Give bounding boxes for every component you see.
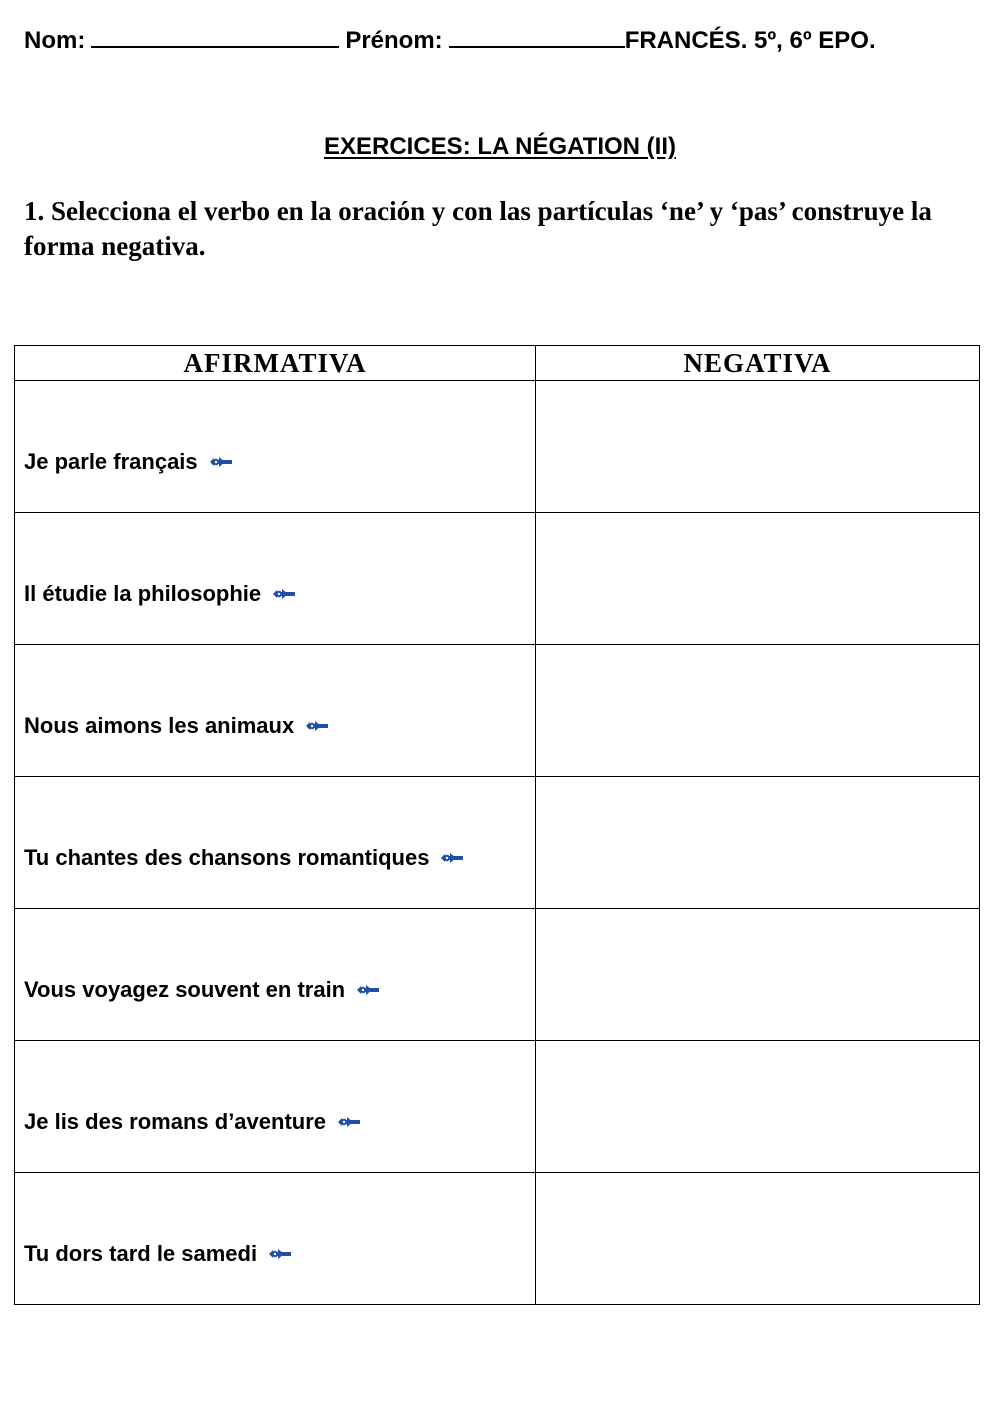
afirmativa-cell (15, 777, 536, 909)
afirmativa-cell (15, 1041, 536, 1173)
sentence-row (24, 845, 465, 871)
prenom-label: Prénom: (345, 27, 443, 54)
table-row (15, 1173, 980, 1305)
audio-play-icon[interactable] (208, 455, 234, 469)
negativa-cell[interactable] (536, 513, 980, 645)
afirmativa-cell (15, 513, 536, 645)
afirmativa-text: Tu chantes des chansons romantiques (24, 845, 430, 870)
afirmativa-cell (15, 645, 536, 777)
table-row (15, 381, 980, 513)
negativa-cell[interactable] (536, 1041, 980, 1173)
negativa-cell[interactable] (536, 1173, 980, 1305)
column-header-afirmativa: AFIRMATIVA (15, 346, 536, 381)
afirmativa-text: Je lis des romans d’aventure (24, 1109, 327, 1134)
afirmativa-text: Nous aimons les animaux (24, 713, 295, 738)
sentence-row (24, 1109, 362, 1135)
sentence-row (24, 1241, 293, 1267)
audio-play-icon[interactable] (355, 983, 381, 997)
afirmativa-text: Tu dors tard le samedi (24, 1241, 258, 1266)
instruction-text: 1. Selecciona el verbo en la oración y con las partículas ‘ne’ y ‘pas’ construye la forma negativa. (24, 196, 932, 261)
table-header-row (15, 346, 980, 381)
table-row (15, 513, 980, 645)
column-header-negativa: NEGATIVA (536, 346, 980, 381)
afirmativa-cell (15, 381, 536, 513)
header-line (24, 26, 876, 55)
negativa-cell[interactable] (536, 645, 980, 777)
nom-label: Nom: (24, 27, 86, 54)
course-label: FRANCÉS. 5º, 6º EPO. (624, 27, 876, 54)
page-title: EXERCICES: LA NÉGATION (II) (323, 133, 676, 160)
negativa-cell[interactable] (536, 909, 980, 1041)
afirmativa-cell (15, 1173, 536, 1305)
afirmativa-text: Je parle français (24, 449, 198, 474)
audio-play-icon[interactable] (271, 587, 297, 601)
table-row (15, 645, 980, 777)
table-row (15, 1041, 980, 1173)
sentence-row (24, 449, 234, 475)
table-row (15, 777, 980, 909)
sentence-row (24, 581, 297, 607)
prenom-blank[interactable] (449, 26, 625, 48)
audio-play-icon[interactable] (336, 1115, 362, 1129)
negativa-cell[interactable] (536, 777, 980, 909)
nom-blank[interactable] (91, 26, 339, 48)
sentence-row (24, 713, 330, 739)
afirmativa-text: Vous voyagez souvent en train (24, 977, 346, 1002)
exercise-table (14, 345, 980, 1305)
table-row (15, 909, 980, 1041)
negativa-cell[interactable] (536, 381, 980, 513)
audio-play-icon[interactable] (304, 719, 330, 733)
audio-play-icon[interactable] (267, 1247, 293, 1261)
audio-play-icon[interactable] (439, 851, 465, 865)
sentence-row (24, 977, 381, 1003)
afirmativa-cell (15, 909, 536, 1041)
afirmativa-text: Il étudie la philosophie (24, 581, 262, 606)
